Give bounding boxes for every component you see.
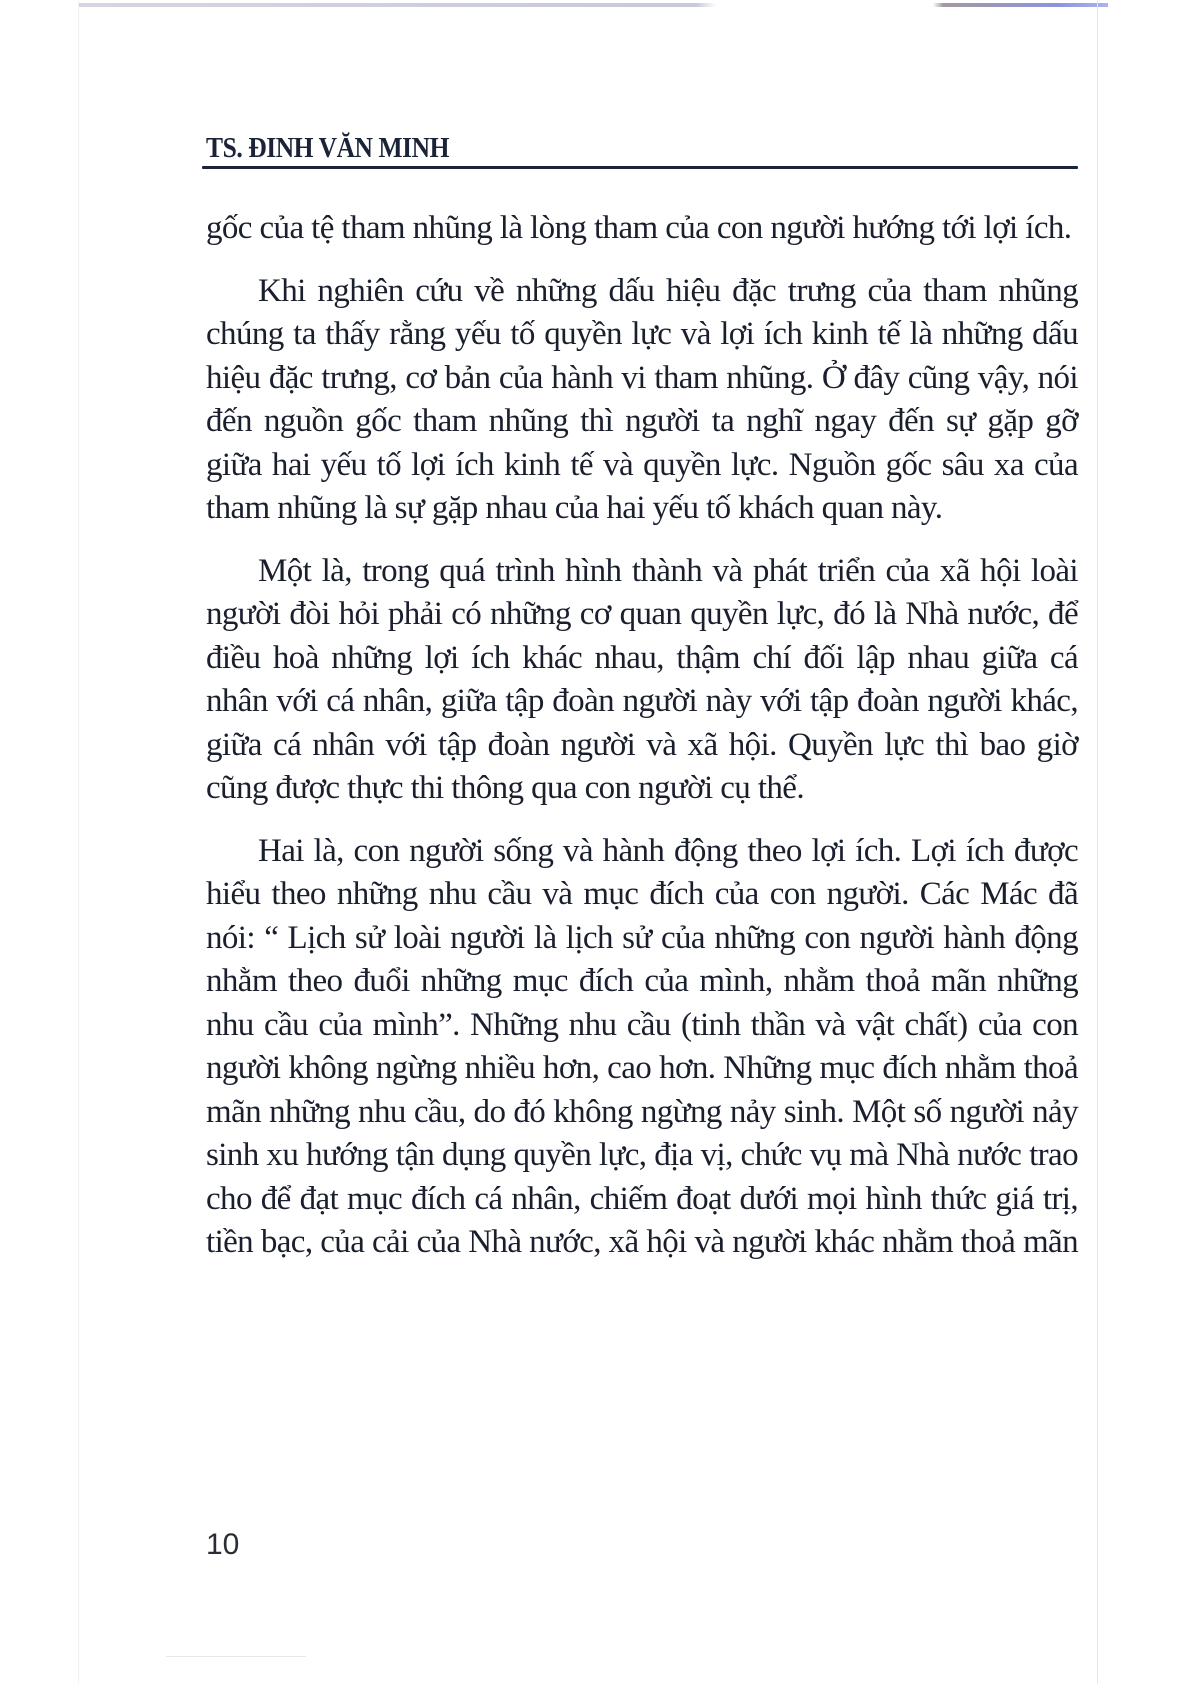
scan-left-edge [78, 0, 79, 1684]
footer-rule [166, 1656, 306, 1657]
paragraph-continued: gốc của tệ tham nhũng là lòng tham của con người hướng tới lợi ích. [206, 210, 1072, 246]
author-name: TS. ĐINH VĂN MINH [206, 132, 450, 164]
scan-right-edge [1097, 0, 1098, 1684]
running-head [206, 132, 1078, 164]
body-text [206, 207, 1078, 1265]
paragraph-signs-of-corruption: Khi nghiên cứu về những dấu hiệu đặc trưng của tham nhũng chúng ta thấy rằng yếu tố quyền lực và lợi ích kinh tế là những dấu hiệu đặc trưng, cơ bản của hành vi tham nhũng. Ở đây cũng vậy, nói đến nguồn gốc tham nhũng thì người ta nghĩ ngay đến sự gặp gỡ giữa hai yếu tố lợi ích kinh tế và quyền lực. Nguồn gốc sâu xa của tham nhũng là sự gặp nhau của hai yếu tố khách quan này. [206, 272, 1078, 526]
page-number: 10 [206, 1528, 240, 1561]
header-rule [202, 166, 1078, 169]
scan-top-edge [78, 3, 1108, 7]
paragraph-first-factor: Một là, trong quá trình hình thành và phát triển của xã hội loài người đòi hỏi phải có những cơ quan quyền lực, đó là Nhà nước, để điều hoà những lợi ích khác nhau, thậm chí đối lập nhau giữa cá nhân với cá nhân, giữa tập đoàn người này với tập đoàn người khác, giữa cá nhân với tập đoàn người và xã hội. Quyền lực thì bao giờ cũng được thực thi thông qua con người cụ thể. [206, 552, 1078, 806]
paragraph-second-factor: Hai là, con người sống và hành động theo lợi ích. Lợi ích được hiểu theo những nhu cầu và mục đích của con người. Các Mác đã nói: “ Lịch sử loài người là lịch sử của những con người hành động nhằm theo đuổi những mục đích của mình, nhằm thoả mãn những nhu cầu của mình”. Những nhu cầu (tinh thần và vật chất) của con người không ngừng nhiều hơn, cao hơn. Những mục đích nhằm thoả mãn những nhu cầu, do đó không ngừng nảy sinh. Một số người nảy sinh xu hướng tận dụng quyền lực, địa vị, chức vụ mà Nhà nước trao cho để đạt mục đích cá nhân, chiếm đoạt dưới mọi hình thức giá trị, tiền bạc, của cải của Nhà nước, xã hội và người khác nhằm thoả mãn [206, 832, 1078, 1260]
